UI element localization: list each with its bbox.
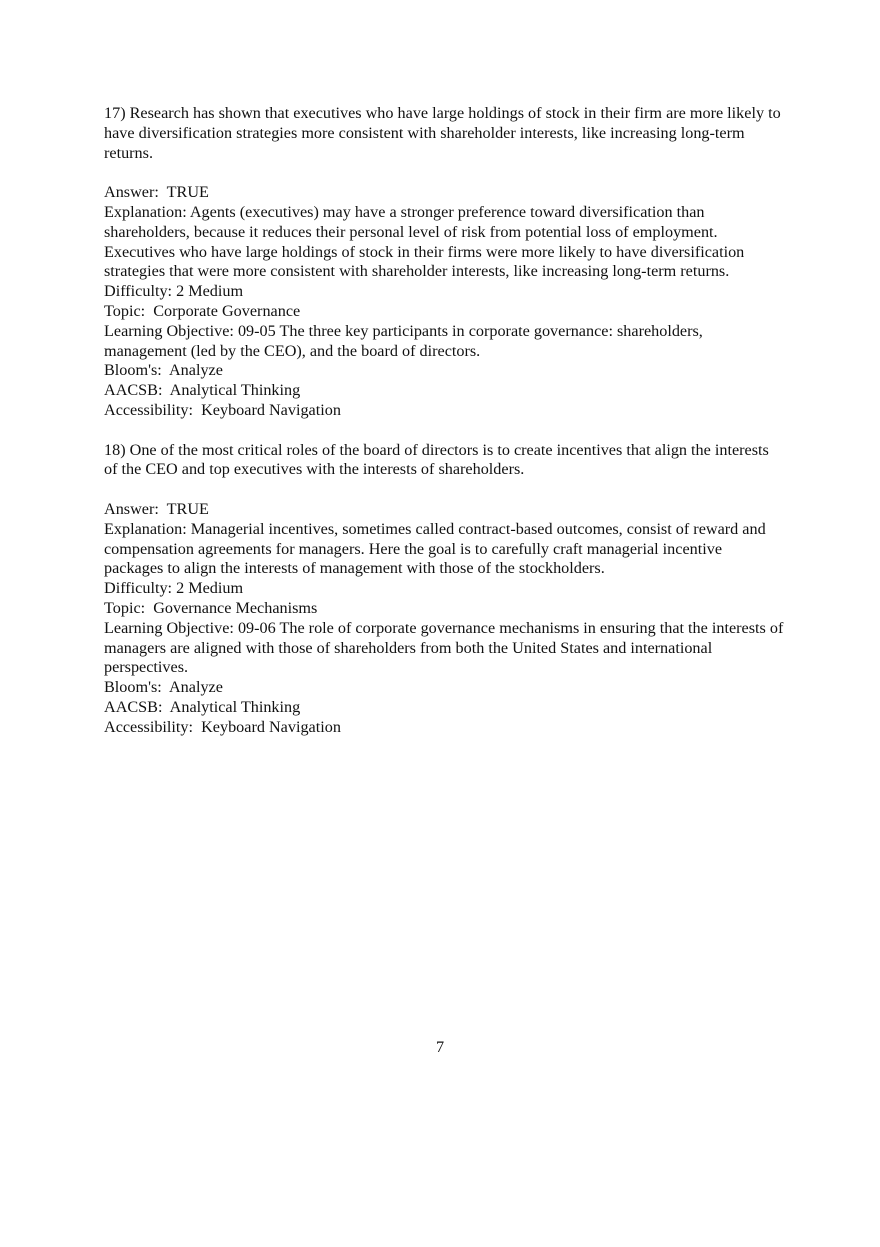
spacer [104,421,784,441]
accessibility-line: Accessibility: Keyboard Navigation [104,717,341,736]
question-block-18 [104,441,784,738]
blooms-line: Bloom's: Analyze [104,678,223,697]
learning-objective-text: Learning Objective: 09-05 The three key participants in corporate governance: shareholders, management (led by the CEO), and the board of directors. [104,321,703,360]
difficulty-line: Difficulty: 2 Medium [104,579,244,598]
answer-line: Answer: TRUE [104,183,209,202]
question-block-17 [104,104,784,421]
spacer [104,480,784,500]
accessibility-line: Accessibility: Keyboard Navigation [104,400,341,419]
explanation-text: Explanation: Agents (executives) may have a stronger preference toward diversification than shareholders, because it reduces their personal level of risk from potential loss of employment. Executives who have large holdings of stock in their firms were more likely to have diversification strategies that were more consistent with shareholder interests, like increasing long-term returns. [104,202,745,281]
answer-line: Answer: TRUE [104,499,209,518]
aacsb-line: AACSB: Analytical Thinking [104,381,301,400]
topic-line: Topic: Governance Mechanisms [104,598,318,617]
difficulty-line: Difficulty: 2 Medium [104,282,244,301]
spacer [104,163,784,183]
topic-line: Topic: Corporate Governance [104,301,301,320]
question-text: 18) One of the most critical roles of the board of directors is to create incentives that align the interests of the CEO and top executives with the interests of shareholders. [104,440,769,479]
blooms-line: Bloom's: Analyze [104,361,223,380]
page-number: 7 [435,1038,445,1056]
document-page [104,104,784,738]
question-text: 17) Research has shown that executives who have large holdings of stock in their firm are more likely to have diversification strategies more consistent with shareholder interests, like increasing long-term returns. [104,104,781,162]
learning-objective-text: Learning Objective: 09-06 The role of corporate governance mechanisms in ensuring that the interests of managers are aligned with those of shareholders from both the United States and international perspectives. [104,618,784,677]
explanation-text: Explanation: Managerial incentives, sometimes called contract-based outcomes, consist of reward and compensation agreements for managers. Here the goal is to carefully craft managerial incentive packages to align the interests of management with those of the stockholders. [104,519,766,578]
aacsb-line: AACSB: Analytical Thinking [104,697,301,716]
